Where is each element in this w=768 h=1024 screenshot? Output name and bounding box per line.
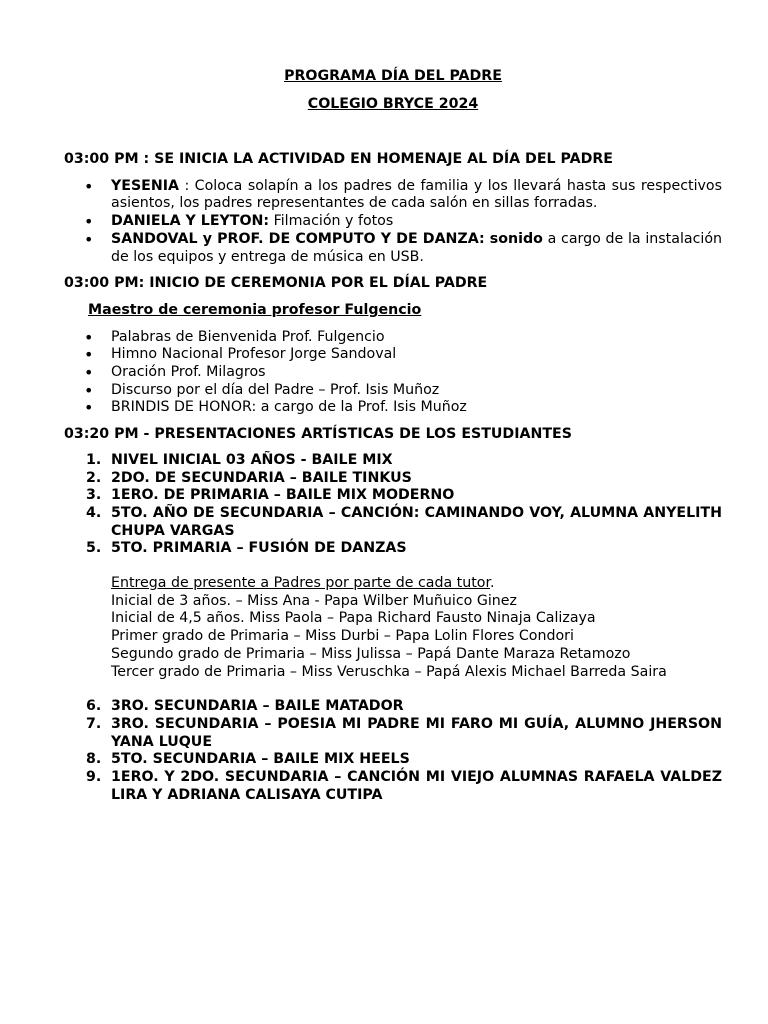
item-number: 6. [86, 698, 102, 715]
item-text: 5TO. PRIMARIA – FUSIÓN DE DANZAS [111, 540, 407, 557]
gift-line: Segundo grado de Primaria – Miss Julissa – Papá Dante Maraza Retamozo [111, 645, 631, 662]
list-item: • Himno Nacional Profesor Jorge Sandoval [64, 346, 722, 364]
list-item: • Oración Prof. Milagros [64, 364, 722, 382]
list-item [64, 178, 722, 213]
presentations-list-b [64, 698, 722, 804]
section-heading-start: 03:00 PM : SE INICIA LA ACTIVIDAD EN HOMENAJE AL DÍA DEL PADRE [64, 151, 613, 167]
list-item [64, 487, 722, 505]
gift-line: Primer grado de Primaria – Miss Durbi – Papa Lolin Flores Condori [111, 628, 574, 645]
staff-name: SANDOVAL y PROF. DE COMPUTO Y DE DANZA: sonido [111, 230, 543, 247]
staff-task: Filmación y fotos [269, 213, 394, 230]
gifts-heading-text: Entrega de presente a Padres por parte de cada tutor [111, 575, 491, 592]
gift-line: Inicial de 3 años. – Miss Ana - Papa Wilber Muñuico Ginez [111, 592, 517, 609]
page-subtitle: COLEGIO BRYCE 2024 [307, 96, 479, 112]
staff-task: : Coloca solapín a los padres de familia y los llevará hasta sus respectivos asientos, los padres representantes de cada salón en sillas forradas. [111, 177, 722, 212]
gifts-heading-end: . [490, 575, 495, 592]
list-item [64, 540, 722, 558]
page-title: PROGRAMA DÍA DEL PADRE [284, 68, 502, 84]
list-item [64, 505, 722, 540]
item-text: 3RO. SECUNDARIA – POESIA MI PADRE MI FARO MI GUÍA, ALUMNO JHERSON YANA LUQUE [111, 715, 722, 750]
item-text: 1ERO. DE PRIMARIA – BAILE MIX MODERNO [111, 487, 455, 504]
list-item [64, 231, 722, 266]
item-number: 3. [86, 487, 102, 504]
gifts-heading [111, 575, 722, 593]
list-item: • Palabras de Bienvenida Prof. Fulgencio [64, 329, 722, 347]
item-text: 5TO. AÑO DE SECUNDARIA – CANCIÓN: CAMINANDO VOY, ALUMNA ANYELITH CHUPA VARGAS [111, 504, 722, 539]
section-heading-presentations: 03:20 PM - PRESENTACIONES ARTÍSTICAS DE LOS ESTUDIANTES [64, 426, 572, 443]
item-text: 2DO. DE SECUNDARIA – BAILE TINKUS [111, 469, 412, 486]
staff-name: YESENIA [111, 177, 180, 194]
list-item: • Discurso por el día del Padre – Prof. Isis Muñoz [64, 382, 722, 400]
list-item [64, 769, 722, 804]
list-item [64, 751, 722, 769]
ceremony-list [64, 329, 722, 418]
item-number: 8. [86, 751, 102, 768]
gifts-block [64, 575, 722, 681]
staff-name: DANIELA Y LEYTON: [111, 213, 270, 230]
staff-task: a cargo de la instalación de los equipos y entrega de música en USB. [111, 230, 722, 265]
list-item [64, 716, 722, 751]
presentations-list-a [64, 452, 722, 558]
list-item: • BRINDIS DE HONOR: a cargo de la Prof. Isis Muñoz [64, 399, 722, 417]
list-item [64, 698, 722, 716]
item-number: 1. [86, 451, 102, 468]
section-heading-ceremony: 03:00 PM: INICIO DE CEREMONIA POR EL DÍAL PADRE [64, 275, 488, 292]
item-text: 1ERO. Y 2DO. SECUNDARIA – CANCIÓN MI VIEJO ALUMNAS RAFAELA VALDEZ LIRA Y ADRIANA CALISAYA CUTIPA [111, 769, 722, 803]
item-number: 2. [86, 469, 102, 486]
item-number: 4. [86, 504, 102, 521]
item-number: 5. [86, 540, 102, 557]
item-text: 5TO. SECUNDARIA – BAILE MIX HEELS [111, 751, 410, 768]
gift-line: Inicial de 4,5 años. Miss Paola – Papa Richard Fausto Ninaja Calizaya [111, 610, 596, 627]
item-number: 7. [86, 715, 102, 732]
item-text: NIVEL INICIAL 03 AÑOS - BAILE MIX [111, 451, 393, 468]
list-item [64, 213, 722, 231]
gift-line: Tercer grado de Primaria – Miss Veruschka – Papá Alexis Michael Barreda Saira [111, 663, 667, 680]
staff-list [64, 178, 722, 267]
list-item [64, 452, 722, 470]
program-content [64, 151, 722, 805]
item-text: 3RO. SECUNDARIA – BAILE MATADOR [111, 698, 404, 715]
list-item [64, 470, 722, 488]
item-number: 9. [86, 769, 102, 786]
master-of-ceremony: Maestro de ceremonia profesor Fulgencio [88, 301, 422, 318]
